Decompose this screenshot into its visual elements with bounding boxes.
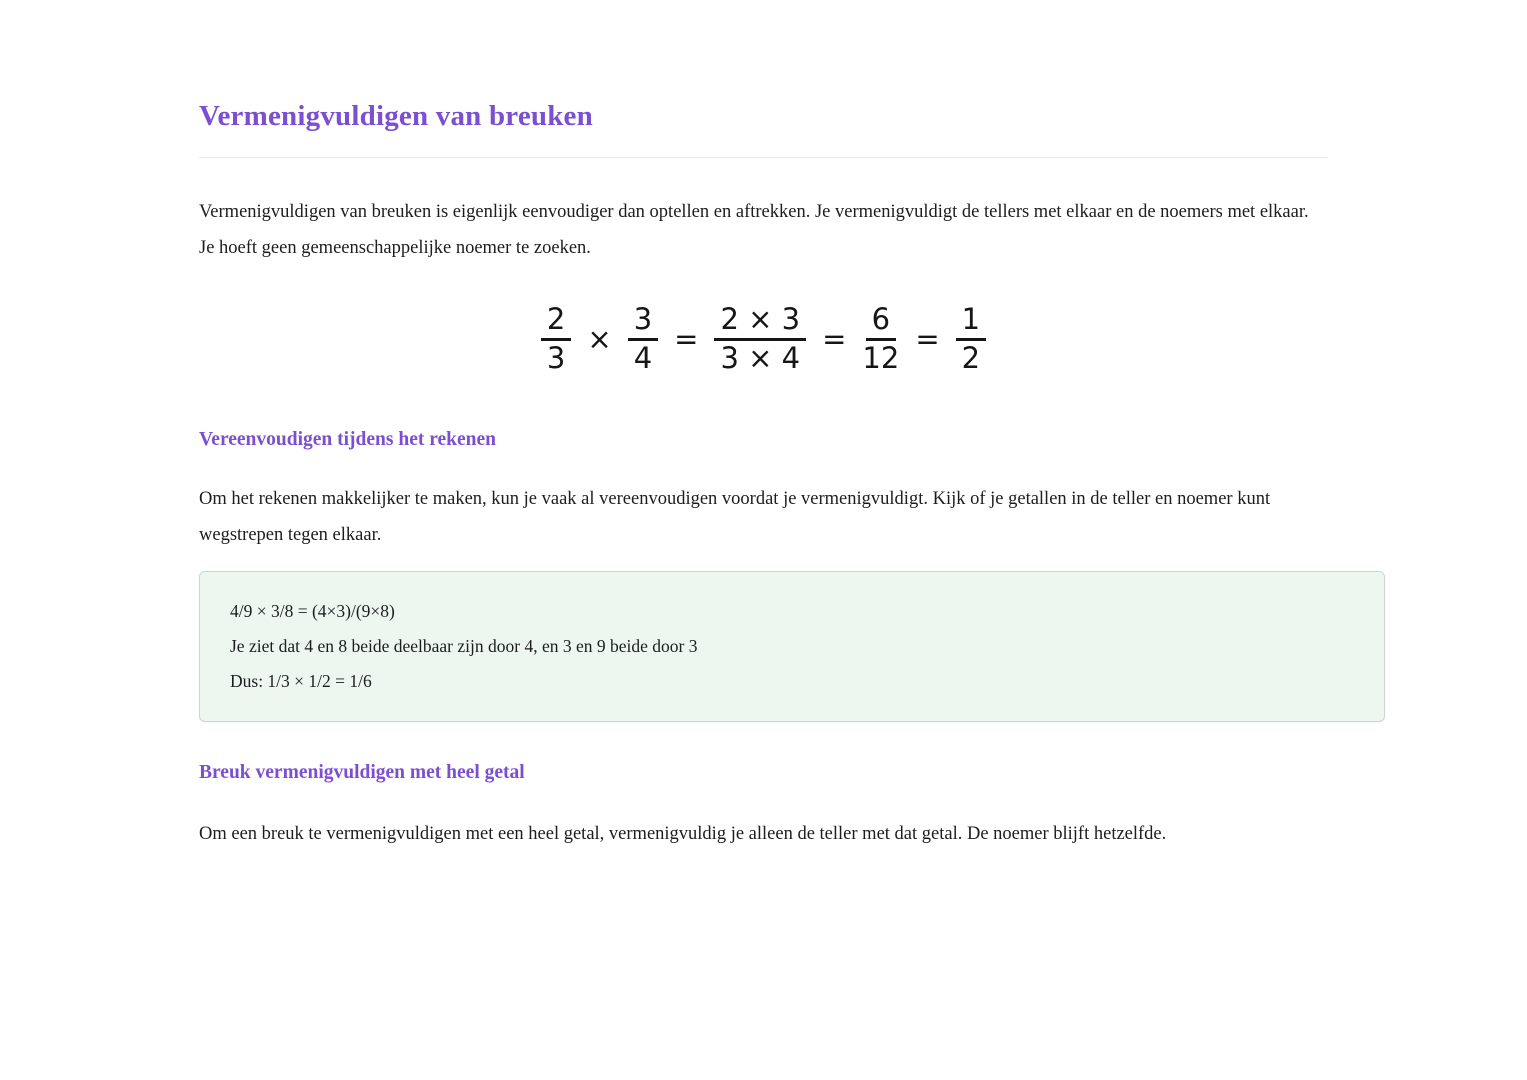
fraction-numerator: 2 × 3 [714,304,806,341]
multiply-operator: × [587,322,612,357]
fraction [628,304,658,375]
equals-operator: = [915,322,940,357]
fraction-numerator: 3 [628,304,658,341]
equals-operator: = [822,322,847,357]
fraction-denominator: 3 [546,341,566,376]
fraction [956,304,986,375]
example-callout-box [199,571,1385,722]
fraction-denominator: 12 [862,341,900,376]
example-line: Dus: 1/3 × 1/2 = 1/6 [230,670,372,691]
fraction-numerator: 6 [866,304,896,341]
equals-operator: = [674,322,699,357]
fraction-numerator: 1 [956,304,986,341]
example-line: 4/9 × 3/8 = (4×3)/(9×8) [230,600,395,621]
document-page [199,0,1385,852]
section-paragraph: Om een breuk te vermenigvuldigen met een heel getal, vermenigvuldig je alleen de teller met dat getal. De noemer blijft hetzelfde. [199,823,1167,844]
title-divider [199,157,1328,158]
fraction-denominator: 2 [961,341,981,376]
fraction-numerator: 2 [541,304,571,341]
fraction-denominator: 4 [633,341,653,376]
fraction-multiplication-formula [541,304,986,375]
section-heading-heel-getal: Breuk vermenigvuldigen met heel getal [199,761,525,783]
fraction [541,304,571,375]
section-paragraph: Om het rekenen makkelijker te maken, kun je vaak al vereenvoudigen voordat je vermenigvuldigt. Kijk of je getallen in de teller en noemer kunt wegstrepen tegen elkaar. [199,488,1271,545]
fraction [714,304,806,375]
formula-figure [199,304,1328,375]
fraction [862,304,899,375]
fraction-denominator: 3 × 4 [720,341,801,376]
intro-paragraph: Vermenigvuldigen van breuken is eigenlijk eenvoudiger dan optellen en aftrekken. Je vermenigvuldigt de tellers met elkaar en de noemers met elkaar. Je hoeft geen gemeenschappelijke noemer te zoeken. [199,202,1309,258]
section-heading-vereenvoudigen: Vereenvoudigen tijdens het rekenen [199,428,497,450]
example-line: Je ziet dat 4 en 8 beide deelbaar zijn door 4, en 3 en 9 beide door 3 [230,635,698,656]
page-title: Vermenigvuldigen van breuken [199,100,593,132]
